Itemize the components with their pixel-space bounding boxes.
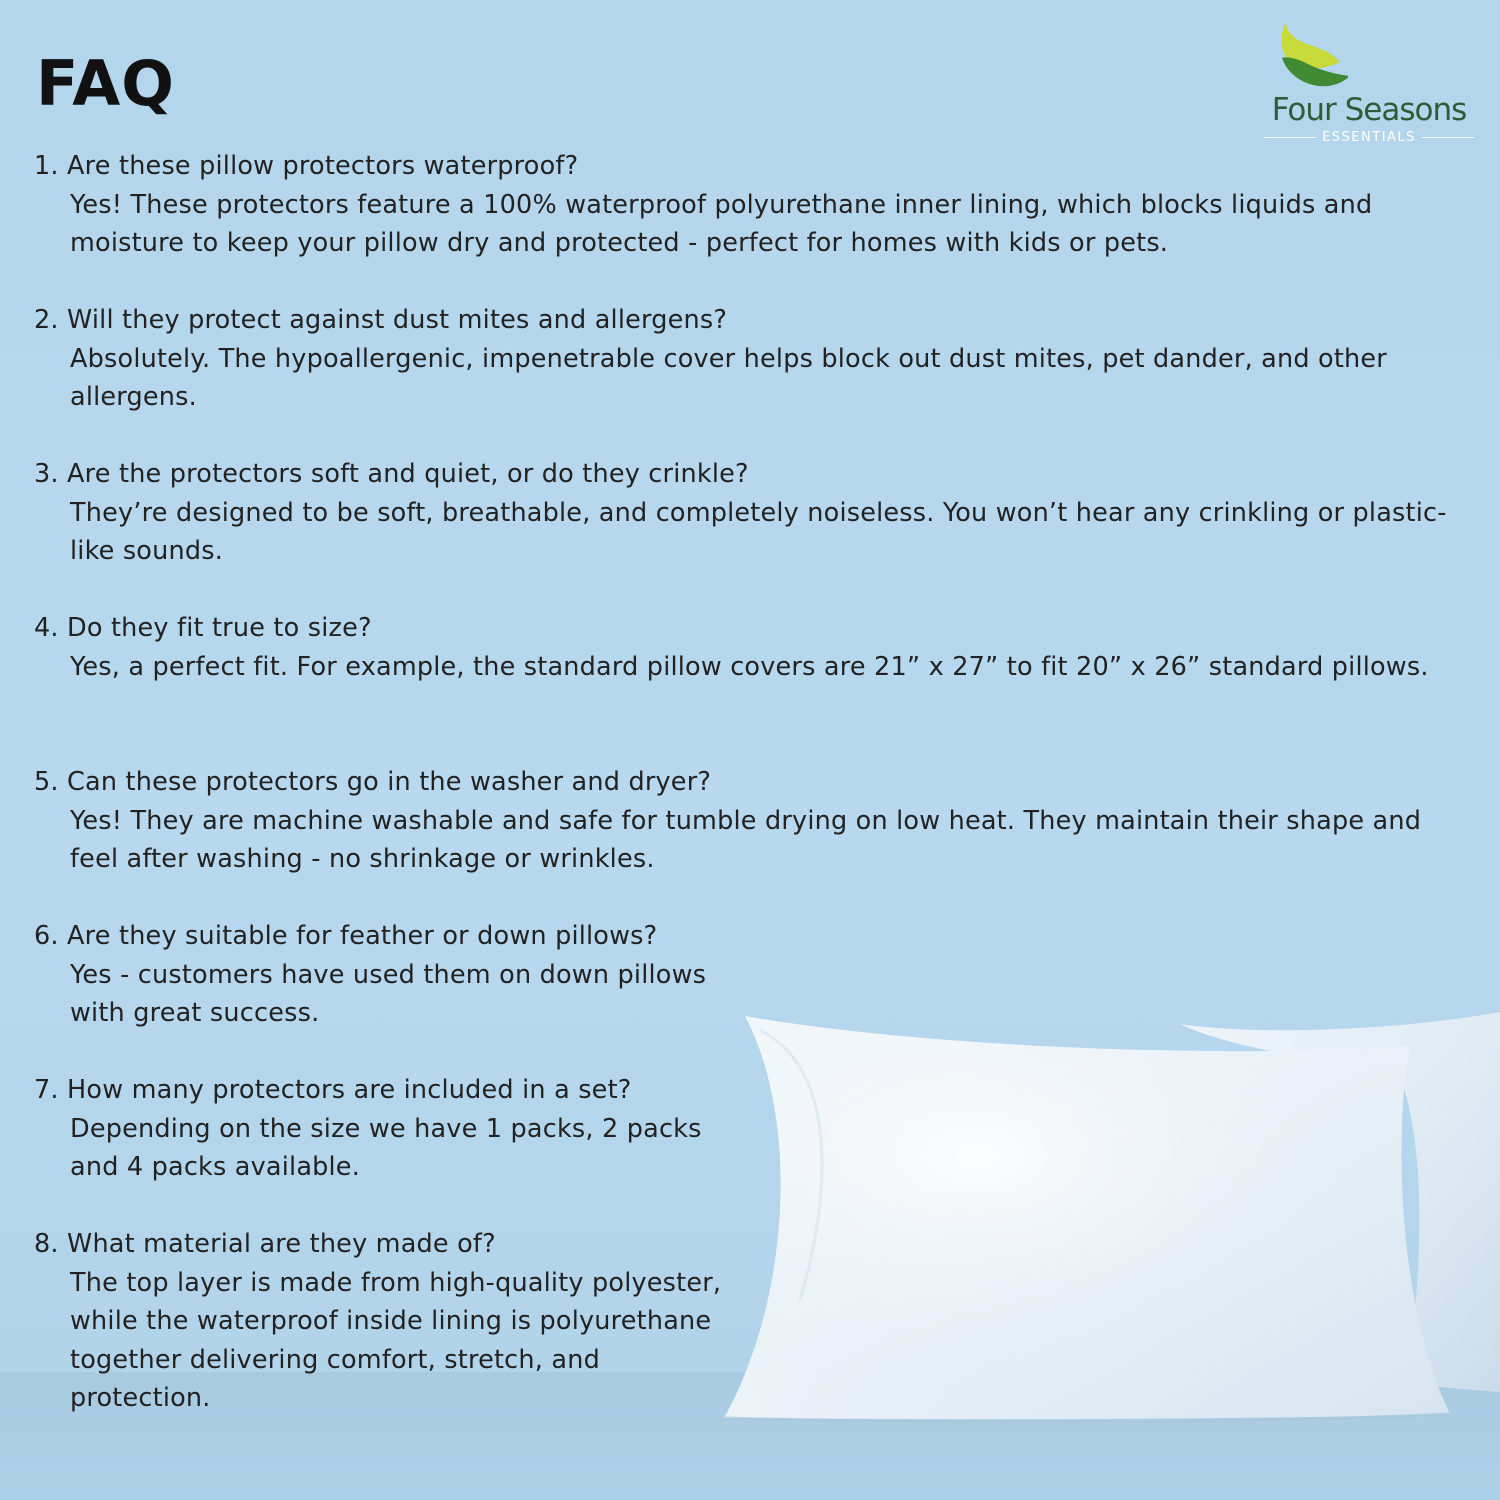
faq-item: [34, 147, 1474, 263]
faq-question: 4. Do they fit true to size?: [34, 613, 372, 643]
front-pillow: [724, 1016, 1450, 1419]
brand-tagline: ESSENTIALS: [1322, 130, 1416, 145]
divider: [1264, 137, 1316, 138]
faq-item: [34, 1071, 724, 1187]
faq-question: 8. What material are they made of?: [34, 1229, 496, 1259]
faq-question: 1. Are these pillow protectors waterproof?: [34, 151, 579, 181]
brand-logo: [1258, 18, 1480, 158]
faq-question: 3. Are the protectors soft and quiet, or do they crinkle?: [34, 459, 749, 489]
faq-answer: They’re designed to be soft, breathable, and completely noiseless. You won’t hear any crinkling or plastic-like sounds.: [70, 497, 1447, 566]
page-title: FAQ: [36, 47, 175, 120]
brand-name: Four Seasons: [1271, 92, 1467, 128]
faq-answer: The top layer is made from high-quality polyester, while the waterproof inside lining is polyurethane together delivering comfort, stretch, and protection.: [70, 1267, 722, 1413]
back-pillow: [1180, 1012, 1500, 1392]
faq-answer: Yes - customers have used them on down pillows with great success.: [70, 959, 707, 1028]
faq-item: [34, 455, 1474, 571]
faq-question: 6. Are they suitable for feather or down pillows?: [34, 921, 658, 951]
faq-question: 2. Will they protect against dust mites and allergens?: [34, 305, 728, 335]
faq-item: [34, 609, 1474, 686]
faq-answer: Yes! They are machine washable and safe for tumble drying on low heat. They maintain their shape and feel after washing - no shrinkage or wrinkles.: [70, 805, 1422, 874]
brand-tagline-row: [1258, 130, 1480, 145]
leaf-icon: [1268, 18, 1348, 98]
faq-item: [34, 763, 1474, 879]
faq-answer: Yes, a perfect fit. For example, the standard pillow covers are 21” x 27” to fit 20” x 26” standard pillows.: [70, 651, 1429, 682]
faq-question: 7. How many protectors are included in a set?: [34, 1075, 632, 1105]
faq-answer: Yes! These protectors feature a 100% waterproof polyurethane inner lining, which blocks liquids and moisture to keep your pillow dry and protected - perfect for homes with kids or pets.: [70, 189, 1373, 258]
faq-item: [34, 301, 1474, 417]
faq-question: 5. Can these protectors go in the washer and dryer?: [34, 767, 712, 797]
faq-item: [34, 917, 724, 1033]
faq-item: [34, 1225, 724, 1418]
divider: [1422, 137, 1474, 138]
faq-answer: Depending on the size we have 1 packs, 2 packs and 4 packs available.: [70, 1113, 702, 1182]
faq-answer: Absolutely. The hypoallergenic, impenetrable cover helps block out dust mites, pet dander, and other allergens.: [70, 343, 1387, 412]
